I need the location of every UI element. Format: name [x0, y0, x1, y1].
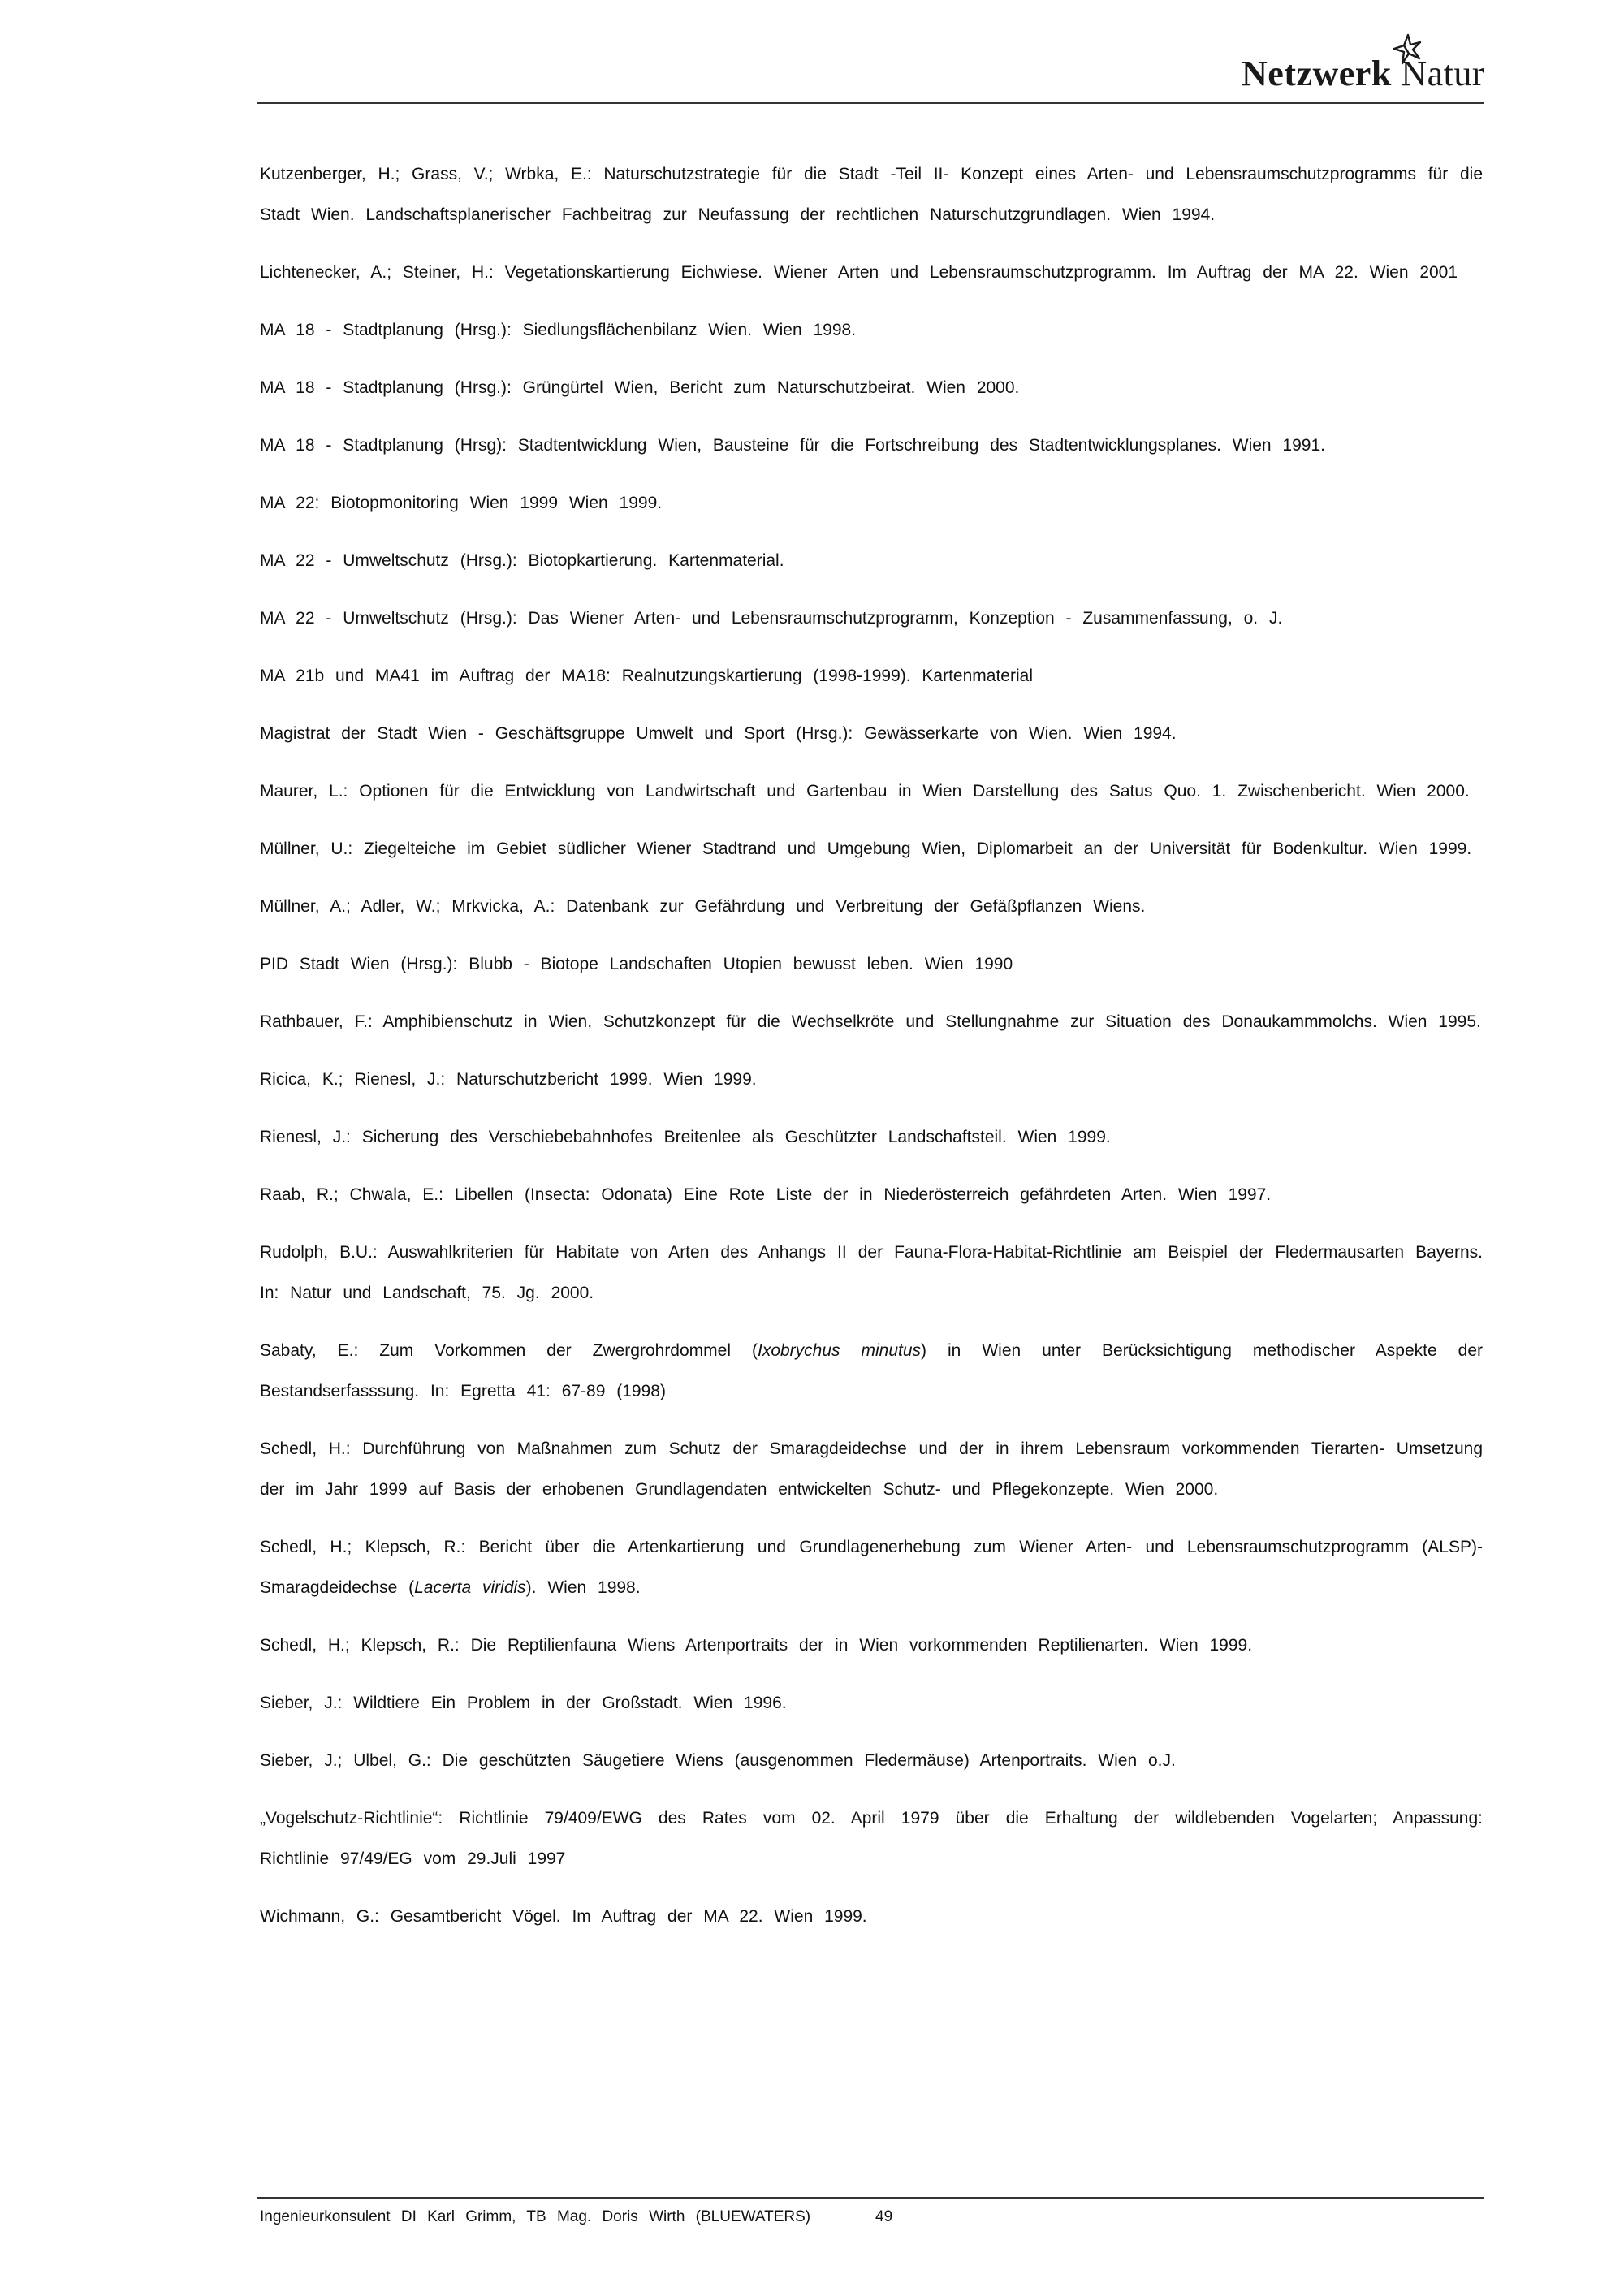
logo-regular-text: Natur [1401, 54, 1484, 93]
reference-entry: MA 22 - Umweltschutz (Hrsg.): Das Wiener Arten- und Lebensraumschutzprogramm, Konzeption - Zusammenfassung, o. J. [260, 609, 1283, 628]
page-number: 49 [875, 2208, 893, 2225]
reference-entry: Müllner, U.: Ziegelteiche im Gebiet südlicher Wiener Stadtrand und Umgebung Wien, Diplomarbeit an der Universität für Bodenkultur. Wien 1999. [260, 839, 1472, 858]
reference-entry: MA 21b und MA41 im Auftrag der MA18: Realnutzungskartierung (1998-1999). Kartenmaterial [260, 667, 1033, 685]
reference-entry: Maurer, L.: Optionen für die Entwicklung von Landwirtschaft und Gartenbau in Wien Darstellung des Satus Quo. 1. Zwischenbericht. Wien 2000. [260, 782, 1470, 801]
reference-entry: Schedl, H.: Durchführung von Maßnahmen zum Schutz der Smaragdeidechse und der in ihrem Lebensraum vorkommenden Tierarten- Umsetzung der im Jahr 1999 auf Basis der erhobenen Grundlagendaten entwickelten Schutz- und Pflegekonzepte. Wien 2000. [260, 1439, 1483, 1499]
reference-entry: Ricica, K.; Rienesl, J.: Naturschutzbericht 1999. Wien 1999. [260, 1070, 757, 1089]
reference-entry: Magistrat der Stadt Wien - Geschäftsgruppe Umwelt und Sport (Hrsg.): Gewässerkarte von Wien. Wien 1994. [260, 724, 1177, 743]
species-name: Lacerta viridis [414, 1578, 526, 1597]
reference-entry: PID Stadt Wien (Hrsg.): Blubb - Biotope Landschaften Utopien bewusst leben. Wien 1990 [260, 955, 1013, 973]
reference-entry: Sieber, J.: Wildtiere Ein Problem in der Großstadt. Wien 1996. [260, 1694, 787, 1712]
reference-entry: MA 22: Biotopmonitoring Wien 1999 Wien 1999. [260, 494, 663, 512]
reference-entry: Rathbauer, F.: Amphibienschutz in Wien, Schutzkonzept für die Wechselkröte und Stellungnahme zur Situation des Donaukammmolchs. Wien 1995. [260, 1012, 1481, 1031]
reference-entry: Sabaty, E.: Zum Vorkommen der Zwergrohrdommel (Ixobrychus minutus) in Wien unter Berücksichtigung methodischer Aspekte der Bestandserfasssung. In: Egretta 41: 67-89 (1998) [260, 1341, 1483, 1400]
species-name: Ixobrychus minutus [757, 1341, 922, 1360]
reference-entry: Rienesl, J.: Sicherung des Verschiebebahnhofes Breitenlee als Geschützter Landschaftsteil. Wien 1999. [260, 1128, 1111, 1146]
reference-list [260, 154, 1483, 1954]
page-footer [257, 2197, 1484, 2231]
reference-entry: MA 18 - Stadtplanung (Hrsg.): Grüngürtel Wien, Bericht zum Naturschutzbeirat. Wien 2000. [260, 378, 1020, 397]
reference-entry: Raab, R.; Chwala, E.: Libellen (Insecta: Odonata) Eine Rote Liste der in Niederösterreich gefährdeten Arten. Wien 1997. [260, 1185, 1272, 1204]
reference-entry: MA 18 - Stadtplanung (Hrsg): Stadtentwicklung Wien, Bausteine für die Fortschreibung des Stadtentwicklungsplanes. Wien 1991. [260, 436, 1325, 455]
reference-entry: Kutzenberger, H.; Grass, V.; Wrbka, E.: Naturschutzstrategie für die Stadt -Teil II- Konzept eines Arten- und Lebensraumschutzprogramms für die Stadt Wien. Landschaftsplanerischer Fachbeitrag zur Neufassung der rechtlichen Naturschutzgrundlagen. Wien 1994. [260, 165, 1483, 224]
footer-author-text: Ingenieurkonsulent DI Karl Grimm, TB Mag. Doris Wirth (BLUEWATERS) [260, 2208, 811, 2225]
page-header [257, 0, 1484, 104]
reference-entry: Schedl, H.; Klepsch, R.: Die Reptilienfauna Wiens Artenportraits der in Wien vorkommenden Reptilienarten. Wien 1999. [260, 1636, 1253, 1655]
reference-entry: „Vogelschutz-Richtlinie“: Richtlinie 79/409/EWG des Rates vom 02. April 1979 über die Erhaltung der wildlebenden Vogelarten; Anpassung: Richtlinie 97/49/EG vom 29.Juli 1997 [260, 1809, 1483, 1868]
reference-entry: Rudolph, B.U.: Auswahlkriterien für Habitate von Arten des Anhangs II der Fauna-Flora-Habitat-Richtlinie am Beispiel der Fledermausarten Bayerns. In: Natur und Landschaft, 75. Jg. 2000. [260, 1243, 1483, 1302]
reference-entry: Sieber, J.; Ulbel, G.: Die geschützten Säugetiere Wiens (ausgenommen Fledermäuse) Artenportraits. Wien o.J. [260, 1751, 1176, 1770]
netzwerk-natur-logo [1224, 32, 1484, 97]
reference-entry: MA 18 - Stadtplanung (Hrsg.): Siedlungsflächenbilanz Wien. Wien 1998. [260, 321, 857, 339]
reference-entry: Wichmann, G.: Gesamtbericht Vögel. Im Auftrag der MA 22. Wien 1999. [260, 1907, 867, 1926]
reference-entry: Schedl, H.; Klepsch, R.: Bericht über die Artenkartierung und Grundlagenerhebung zum Wiener Arten- und Lebensraumschutzprogramm (ALSP)- Smaragdeidechse (Lacerta viridis). Wien 1998. [260, 1538, 1483, 1597]
logo-wordmark [1242, 53, 1484, 94]
logo-bold-text: Netzwerk [1242, 54, 1392, 93]
reference-entry: MA 22 - Umweltschutz (Hrsg.): Biotopkartierung. Kartenmaterial. [260, 551, 784, 570]
reference-entry: Müllner, A.; Adler, W.; Mrkvicka, A.: Datenbank zur Gefährdung und Verbreitung der Gefäßpflanzen Wiens. [260, 897, 1146, 916]
reference-entry: Lichtenecker, A.; Steiner, H.: Vegetationskartierung Eichwiese. Wiener Arten und Lebensraumschutzprogramm. Im Auftrag der MA 22. Wien 2001 [260, 263, 1458, 282]
